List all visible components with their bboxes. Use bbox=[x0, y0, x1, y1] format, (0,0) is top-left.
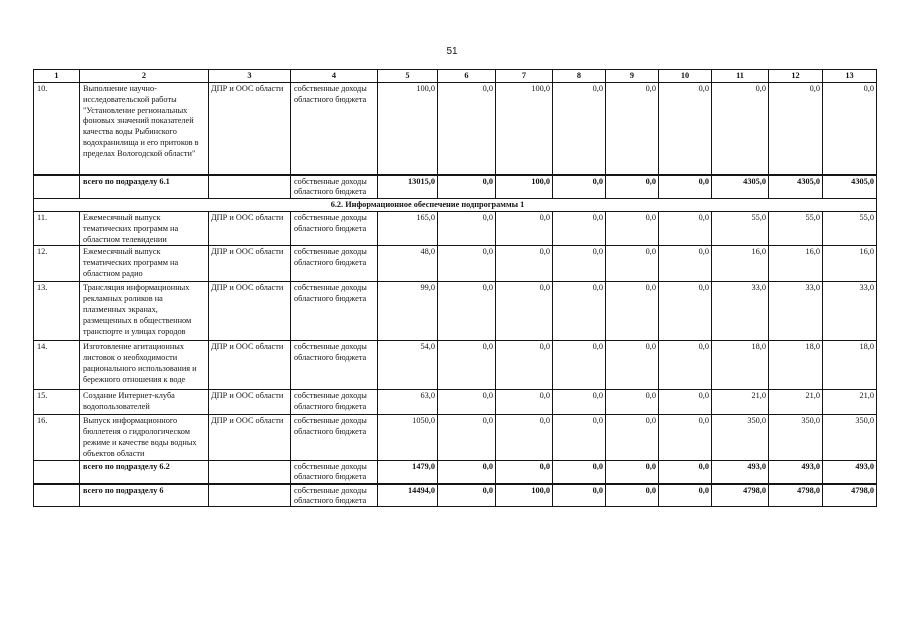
value-col-7: 100,0 bbox=[496, 83, 553, 175]
value-col-11: 55,0 bbox=[712, 212, 769, 246]
value-col-6: 0,0 bbox=[438, 341, 496, 390]
value-col-5: 54,0 bbox=[378, 341, 438, 390]
value-col-8: 0,0 bbox=[553, 246, 606, 282]
value-col-13: 21,0 bbox=[823, 390, 877, 415]
value-col-10: 0,0 bbox=[659, 246, 712, 282]
column-header: 4 bbox=[291, 70, 378, 83]
value-col-5: 1479,0 bbox=[378, 460, 438, 484]
value-col-12: 18,0 bbox=[769, 341, 823, 390]
funding-source: собственные доходы областного бюджета bbox=[291, 212, 378, 246]
value-col-5: 100,0 bbox=[378, 83, 438, 175]
value-col-10: 0,0 bbox=[659, 460, 712, 484]
table-row bbox=[34, 415, 877, 460]
value-col-8: 0,0 bbox=[553, 212, 606, 246]
value-col-12: 4305,0 bbox=[769, 175, 823, 199]
row-number: 15. bbox=[34, 390, 80, 415]
table-row bbox=[34, 390, 877, 415]
column-header: 7 bbox=[496, 70, 553, 83]
value-col-13: 4798,0 bbox=[823, 484, 877, 506]
value-col-7: 0,0 bbox=[496, 212, 553, 246]
activity-name: Трансляция информационных рекламных роликов на плазменных экранах, размещенных в общественном транспорте и улицах городов bbox=[80, 282, 209, 341]
value-col-7: 0,0 bbox=[496, 246, 553, 282]
column-header: 2 bbox=[80, 70, 209, 83]
section-row bbox=[34, 199, 877, 212]
funding-source: собственные доходы областного бюджета bbox=[291, 415, 378, 460]
table-row bbox=[34, 83, 877, 175]
value-col-11: 0,0 bbox=[712, 83, 769, 175]
funding-source: собственные доходы областного бюджета bbox=[291, 175, 378, 199]
page-number: 51 bbox=[446, 46, 458, 57]
value-col-6: 0,0 bbox=[438, 460, 496, 484]
executor: ДПР и ООС области bbox=[209, 341, 291, 390]
value-col-9: 0,0 bbox=[606, 175, 659, 199]
value-col-9: 0,0 bbox=[606, 341, 659, 390]
column-header: 10 bbox=[659, 70, 712, 83]
value-col-5: 99,0 bbox=[378, 282, 438, 341]
funding-source: собственные доходы областного бюджета bbox=[291, 83, 378, 175]
value-col-8: 0,0 bbox=[553, 390, 606, 415]
value-col-13: 33,0 bbox=[823, 282, 877, 341]
value-col-11: 33,0 bbox=[712, 282, 769, 341]
activity-name: Ежемесячный выпуск тематических программ на областном радио bbox=[80, 246, 209, 282]
value-col-13: 0,0 bbox=[823, 83, 877, 175]
activity-name: Изготовление агитационных листовок о необходимости рационального использования и бережного отношения к воде bbox=[80, 341, 209, 390]
value-col-7: 0,0 bbox=[496, 460, 553, 484]
subtotal-label: всего по подразделу 6.1 bbox=[80, 175, 209, 199]
value-col-9: 0,0 bbox=[606, 460, 659, 484]
activity-name: Создание Интернет-клуба водопользователей bbox=[80, 390, 209, 415]
value-col-6: 0,0 bbox=[438, 415, 496, 460]
row-number: 10. bbox=[34, 83, 80, 175]
value-col-5: 13015,0 bbox=[378, 175, 438, 199]
value-col-9: 0,0 bbox=[606, 246, 659, 282]
funding-source: собственные доходы областного бюджета bbox=[291, 341, 378, 390]
column-header: 5 bbox=[378, 70, 438, 83]
value-col-9: 0,0 bbox=[606, 83, 659, 175]
value-col-8: 0,0 bbox=[553, 282, 606, 341]
activity-name: Ежемесячный выпуск тематических программ на областном телевидении bbox=[80, 212, 209, 246]
column-header: 8 bbox=[553, 70, 606, 83]
value-col-10: 0,0 bbox=[659, 175, 712, 199]
value-col-9: 0,0 bbox=[606, 390, 659, 415]
value-col-8: 0,0 bbox=[553, 484, 606, 506]
value-col-7: 0,0 bbox=[496, 341, 553, 390]
value-col-7: 0,0 bbox=[496, 282, 553, 341]
value-col-12: 55,0 bbox=[769, 212, 823, 246]
value-col-11: 18,0 bbox=[712, 341, 769, 390]
value-col-11: 493,0 bbox=[712, 460, 769, 484]
value-col-12: 0,0 bbox=[769, 83, 823, 175]
value-col-12: 33,0 bbox=[769, 282, 823, 341]
value-col-6: 0,0 bbox=[438, 246, 496, 282]
value-col-6: 0,0 bbox=[438, 83, 496, 175]
value-col-12: 350,0 bbox=[769, 415, 823, 460]
row-number bbox=[34, 175, 80, 199]
row-number: 12. bbox=[34, 246, 80, 282]
value-col-10: 0,0 bbox=[659, 341, 712, 390]
value-col-13: 16,0 bbox=[823, 246, 877, 282]
funding-source: собственные доходы областного бюджета bbox=[291, 484, 378, 506]
value-col-11: 350,0 bbox=[712, 415, 769, 460]
value-col-6: 0,0 bbox=[438, 175, 496, 199]
value-col-8: 0,0 bbox=[553, 83, 606, 175]
value-col-10: 0,0 bbox=[659, 282, 712, 341]
column-header: 6 bbox=[438, 70, 496, 83]
executor bbox=[209, 484, 291, 506]
activity-name: Выполнение научно- исследовательской работы "Установление региональных фоновых значений показателей качества воды Рыбинского водохранилища и его притоков в пределах Вологодской области" bbox=[80, 83, 209, 175]
value-col-7: 0,0 bbox=[496, 415, 553, 460]
row-number: 14. bbox=[34, 341, 80, 390]
value-col-9: 0,0 bbox=[606, 282, 659, 341]
row-number: 13. bbox=[34, 282, 80, 341]
section-title: 6.2. Информационное обеспечение подпрограммы 1 bbox=[34, 199, 877, 212]
value-col-9: 0,0 bbox=[606, 415, 659, 460]
value-col-7: 0,0 bbox=[496, 390, 553, 415]
value-col-13: 4305,0 bbox=[823, 175, 877, 199]
column-header: 13 bbox=[823, 70, 877, 83]
value-col-6: 0,0 bbox=[438, 484, 496, 506]
executor bbox=[209, 460, 291, 484]
value-col-5: 1050,0 bbox=[378, 415, 438, 460]
value-col-5: 14494,0 bbox=[378, 484, 438, 506]
total-label: всего по подразделу 6 bbox=[80, 484, 209, 506]
row-number bbox=[34, 460, 80, 484]
table-row bbox=[34, 212, 877, 246]
executor: ДПР и ООС области bbox=[209, 246, 291, 282]
funding-source: собственные доходы областного бюджета bbox=[291, 390, 378, 415]
header-row bbox=[34, 70, 877, 83]
value-col-6: 0,0 bbox=[438, 282, 496, 341]
row-number: 16. bbox=[34, 415, 80, 460]
value-col-6: 0,0 bbox=[438, 390, 496, 415]
subtotal-row bbox=[34, 460, 877, 484]
value-col-12: 16,0 bbox=[769, 246, 823, 282]
value-col-11: 4305,0 bbox=[712, 175, 769, 199]
column-header: 11 bbox=[712, 70, 769, 83]
value-col-10: 0,0 bbox=[659, 415, 712, 460]
column-header: 3 bbox=[209, 70, 291, 83]
executor: ДПР и ООС области bbox=[209, 390, 291, 415]
budget-table bbox=[33, 69, 877, 507]
table-row bbox=[34, 282, 877, 341]
value-col-11: 16,0 bbox=[712, 246, 769, 282]
value-col-12: 4798,0 bbox=[769, 484, 823, 506]
executor: ДПР и ООС области bbox=[209, 212, 291, 246]
subtotal-label: всего по подразделу 6.2 bbox=[80, 460, 209, 484]
executor: ДПР и ООС области bbox=[209, 83, 291, 175]
value-col-11: 4798,0 bbox=[712, 484, 769, 506]
executor bbox=[209, 175, 291, 199]
value-col-13: 18,0 bbox=[823, 341, 877, 390]
value-col-13: 350,0 bbox=[823, 415, 877, 460]
subtotal-row bbox=[34, 175, 877, 199]
value-col-5: 63,0 bbox=[378, 390, 438, 415]
executor: ДПР и ООС области bbox=[209, 282, 291, 341]
column-header: 1 bbox=[34, 70, 80, 83]
value-col-5: 165,0 bbox=[378, 212, 438, 246]
column-header: 12 bbox=[769, 70, 823, 83]
funding-source: собственные доходы областного бюджета bbox=[291, 460, 378, 484]
total-row bbox=[34, 484, 877, 506]
value-col-10: 0,0 bbox=[659, 83, 712, 175]
value-col-5: 48,0 bbox=[378, 246, 438, 282]
row-number: 11. bbox=[34, 212, 80, 246]
column-header: 9 bbox=[606, 70, 659, 83]
activity-name: Выпуск информационного бюллетеня о гидрологическом режиме и качестве воды водных объектов области bbox=[80, 415, 209, 460]
value-col-9: 0,0 bbox=[606, 484, 659, 506]
value-col-12: 21,0 bbox=[769, 390, 823, 415]
funding-source: собственные доходы областного бюджета bbox=[291, 282, 378, 341]
value-col-13: 493,0 bbox=[823, 460, 877, 484]
value-col-8: 0,0 bbox=[553, 415, 606, 460]
table-row bbox=[34, 341, 877, 390]
executor: ДПР и ООС области bbox=[209, 415, 291, 460]
value-col-7: 100,0 bbox=[496, 484, 553, 506]
value-col-13: 55,0 bbox=[823, 212, 877, 246]
row-number bbox=[34, 484, 80, 506]
value-col-8: 0,0 bbox=[553, 341, 606, 390]
value-col-10: 0,0 bbox=[659, 484, 712, 506]
value-col-9: 0,0 bbox=[606, 212, 659, 246]
table-row bbox=[34, 246, 877, 282]
value-col-11: 21,0 bbox=[712, 390, 769, 415]
funding-source: собственные доходы областного бюджета bbox=[291, 246, 378, 282]
value-col-7: 100,0 bbox=[496, 175, 553, 199]
value-col-10: 0,0 bbox=[659, 390, 712, 415]
value-col-6: 0,0 bbox=[438, 212, 496, 246]
value-col-8: 0,0 bbox=[553, 175, 606, 199]
value-col-10: 0,0 bbox=[659, 212, 712, 246]
value-col-12: 493,0 bbox=[769, 460, 823, 484]
value-col-8: 0,0 bbox=[553, 460, 606, 484]
